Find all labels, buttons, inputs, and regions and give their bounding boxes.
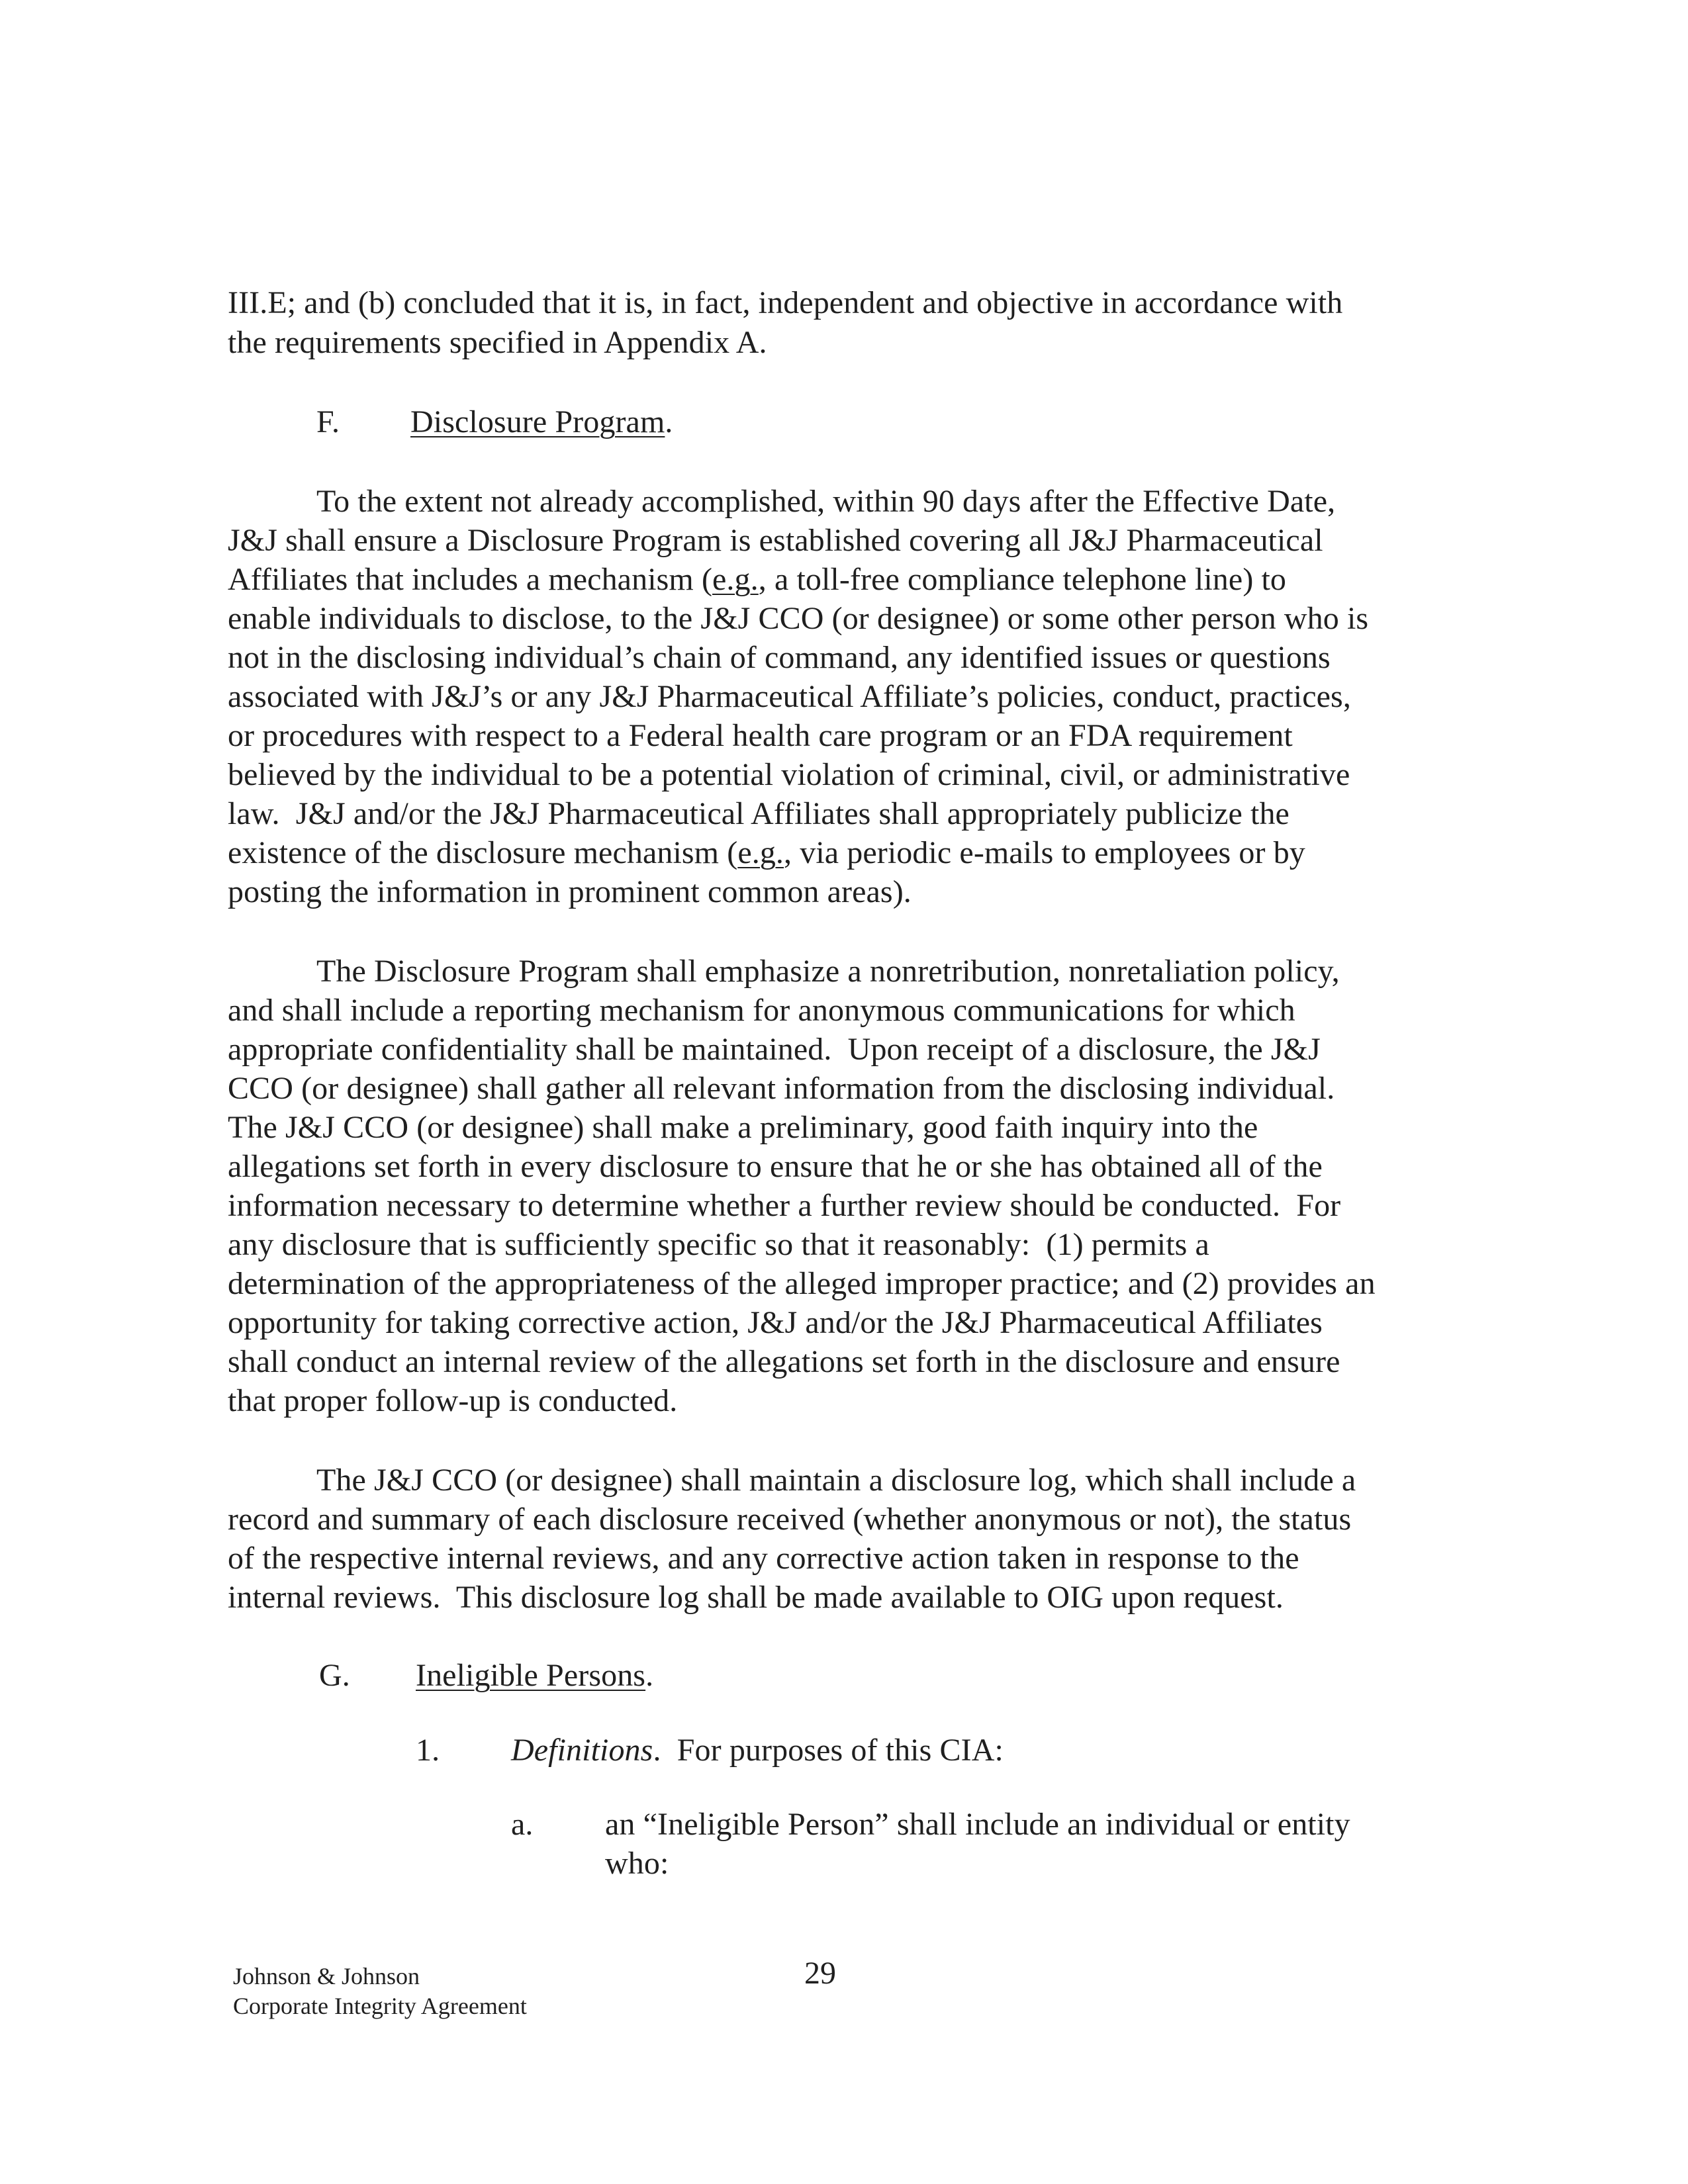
body-line: opportunity for taking corrective action, J&J and/or the J&J Pharmaceutical Affiliates [228,1305,1323,1340]
body-line: CCO (or designee) shall gather all relevant information from the disclosing individual. [228,1071,1335,1106]
section-f-heading: Disclosure Program. [410,404,673,439]
footer-company: Johnson & Johnson [233,1963,420,1989]
section-g-title: Ineligible Persons [416,1658,646,1693]
body-line: determination of the appropriateness of the alleged improper practice; and (2) provides an [228,1266,1376,1301]
section-g-heading: Ineligible Persons. [416,1658,654,1693]
body-line: law. J&J and/or the J&J Pharmaceutical Affiliates shall appropriately publicize the [228,796,1289,831]
body-line: and shall include a reporting mechanism for anonymous communications for which [228,993,1295,1028]
eg-abbrev: e.g. [712,562,759,597]
body-line: J&J shall ensure a Disclosure Program is established covering all J&J Pharmaceutical [228,523,1323,558]
section-f-title: Disclosure Program [410,404,665,439]
body-line: associated with J&J’s or any J&J Pharmaceutical Affiliate’s policies, conduct, practices, [228,679,1351,714]
body-line: not in the disclosing individual’s chain of command, any identified issues or questions [228,640,1331,675]
body-line: any disclosure that is sufficiently specific so that it reasonably: (1) permits a [228,1227,1209,1262]
body-line: The J&J CCO (or designee) shall make a preliminary, good faith inquiry into the [228,1110,1258,1145]
body-line: III.E; and (b) concluded that it is, in fact, independent and objective in accordance with [228,285,1343,320]
body-line: or procedures with respect to a Federal health care program or an FDA requirement [228,718,1293,753]
item-1-title: Definitions [511,1733,653,1768]
body-line: shall conduct an internal review of the allegations set forth in the disclosure and ensure [228,1344,1340,1379]
body-line: enable individuals to disclose, to the J&J CCO (or designee) or some other person who is [228,601,1369,636]
body-line: To the extent not already accomplished, within 90 days after the Effective Date, [316,484,1336,519]
body-line: existence of the disclosure mechanism (e.g., via periodic e-mails to employees or by [228,835,1305,870]
item-1-number: 1. [416,1733,440,1768]
body-line: allegations set forth in every disclosure to ensure that he or she has obtained all of the [228,1149,1323,1184]
body-line: appropriate confidentiality shall be maintained. Upon receipt of a disclosure, the J&J [228,1032,1321,1067]
item-a-line: who: [605,1846,669,1881]
body-line: of the respective internal reviews, and any corrective action taken in response to the [228,1541,1299,1576]
page-number: 29 [804,1956,836,1991]
body-line: the requirements specified in Appendix A. [228,325,767,360]
body-line: The J&J CCO (or designee) shall maintain a disclosure log, which shall include a [316,1463,1356,1498]
body-line: internal reviews. This disclosure log shall be made available to OIG upon request. [228,1580,1284,1615]
body-line: record and summary of each disclosure received (whether anonymous or not), the status [228,1502,1352,1537]
body-line: The Disclosure Program shall emphasize a nonretribution, nonretaliation policy, [316,954,1340,989]
body-line: posting the information in prominent common areas). [228,874,912,909]
eg-abbrev: e.g. [737,835,784,870]
body-line: Affiliates that includes a mechanism (e.g., a toll-free compliance telephone line) to [228,562,1287,597]
body-line: believed by the individual to be a potential violation of criminal, civil, or administrative [228,757,1350,792]
item-1-text: Definitions. For purposes of this CIA: [511,1733,1004,1768]
body-line: information necessary to determine whether a further review should be conducted. For [228,1188,1341,1223]
item-a-line: an “Ineligible Person” shall include an individual or entity [605,1807,1350,1842]
footer-document-title: Corporate Integrity Agreement [233,1993,527,2019]
section-f-label: F. [316,404,340,439]
body-line: that proper follow-up is conducted. [228,1383,678,1418]
item-a-letter: a. [511,1807,534,1842]
section-g-label: G. [319,1658,350,1693]
